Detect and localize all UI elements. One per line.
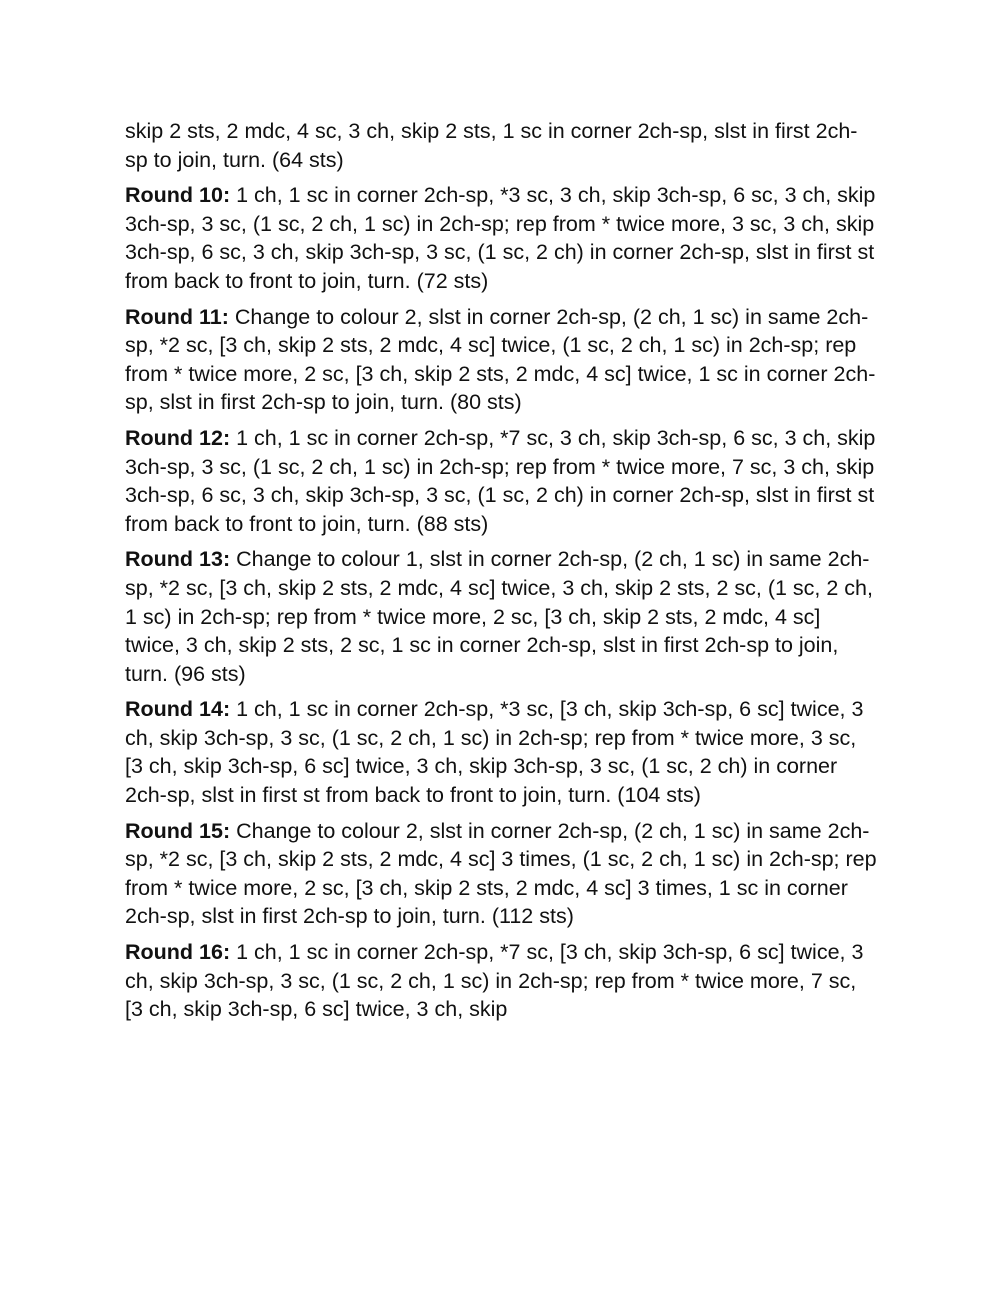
- round-15-label: Round 15:: [125, 818, 231, 843]
- round-16-paragraph: [125, 938, 877, 1024]
- round-11-label: Round 11:: [125, 304, 229, 329]
- round-15-paragraph: [125, 817, 877, 931]
- round-14-text: 1 ch, 1 sc in corner 2ch-sp, *3 sc, [3 ch, skip 3ch-sp, 6 sc] twice, 3 ch, skip 3ch-sp, 3 sc, (1 sc, 2 ch, 1 sc) in 2ch-sp; rep from * twice more, 3 sc, [3 ch, skip 3ch-sp, 6 sc] twice, 3 ch, skip 3ch-sp, 3 sc, (1 sc, 2 ch) in corner 2ch-sp, slst in first st from back to front to join, turn. (104 sts): [125, 697, 864, 808]
- round-14-paragraph: [125, 695, 877, 809]
- round-12-label: Round 12:: [125, 425, 231, 450]
- round-10-text: 1 ch, 1 sc in corner 2ch-sp, *3 sc, 3 ch, skip 3ch-sp, 6 sc, 3 ch, skip 3ch-sp, 3 sc, (1 sc, 2 ch, 1 sc) in 2ch-sp; rep from * twice more, 3 sc, 3 ch, skip 3ch-sp, 6 sc, 3 ch, skip 3ch-sp, 3 sc, (1 sc, 2 ch) in corner 2ch-sp, slst in first st from back to front to join, turn. (72 sts): [125, 183, 876, 293]
- round-11-paragraph: [125, 303, 877, 417]
- round-16-text: 1 ch, 1 sc in corner 2ch-sp, *7 sc, [3 ch, skip 3ch-sp, 6 sc] twice, 3 ch, skip 3ch-sp, 3 sc, (1 sc, 2 ch, 1 sc) in 2ch-sp; rep from * twice more, 7 sc, [3 ch, skip 3ch-sp, 6 sc] twice, 3 ch, skip: [125, 940, 864, 1022]
- continuation-paragraph: [125, 117, 877, 174]
- pattern-page: [125, 117, 877, 1031]
- round-12-text: 1 ch, 1 sc in corner 2ch-sp, *7 sc, 3 ch, skip 3ch-sp, 6 sc, 3 ch, skip 3ch-sp, 3 sc, (1 sc, 2 ch, 1 sc) in 2ch-sp; rep from * twice more, 7 sc, 3 ch, skip 3ch-sp, 6 sc, 3 ch, skip 3ch-sp, 3 sc, (1 sc, 2 ch) in corner 2ch-sp, slst in first st from back to front to join, turn. (88 sts): [125, 425, 876, 536]
- round-14-label: Round 14:: [125, 697, 231, 722]
- round-15-text: Change to colour 2, slst in corner 2ch-sp, (2 ch, 1 sc) in same 2ch-sp, *2 sc, [3 ch, skip 2 sts, 2 mdc, 4 sc] 3 times, (1 sc, 2 ch, 1 sc) in 2ch-sp; rep from * twice more, 2 sc, [3 ch, skip 2 sts, 2 mdc, 4 sc] 3 times, 1 sc in corner 2ch-sp, slst in first 2ch-sp to join, turn. (112 sts): [125, 818, 877, 929]
- round-13-label: Round 13:: [125, 547, 231, 572]
- round-10-label: Round 10:: [125, 183, 231, 208]
- round-16-label: Round 16:: [125, 940, 231, 965]
- continuation-text: skip 2 sts, 2 mdc, 4 sc, 3 ch, skip 2 sts, 1 sc in corner 2ch-sp, slst in first 2ch-sp to join, turn. (64 sts): [125, 119, 858, 172]
- round-13-text: Change to colour 1, slst in corner 2ch-sp, (2 ch, 1 sc) in same 2ch-sp, *2 sc, [3 ch, skip 2 sts, 2 mdc, 4 sc] twice, 3 ch, skip 2 sts, 2 sc, (1 sc, 2 ch, 1 sc) in 2ch-sp; rep from * twice more, 2 sc, [3 ch, skip 2 sts, 2 mdc, 4 sc] twice, 3 ch, skip 2 sts, 2 sc, 1 sc in corner 2ch-sp, slst in first 2ch-sp to join, turn. (96 sts): [125, 547, 873, 686]
- round-12-paragraph: [125, 424, 877, 538]
- round-13-paragraph: [125, 545, 877, 688]
- round-10-paragraph: [125, 181, 877, 295]
- round-11-text: Change to colour 2, slst in corner 2ch-sp, (2 ch, 1 sc) in same 2ch-sp, *2 sc, [3 ch, skip 2 sts, 2 mdc, 4 sc] twice, (1 sc, 2 ch, 1 sc) in 2ch-sp; rep from * twice more, 2 sc, [3 ch, skip 2 sts, 2 mdc, 4 sc] twice, 1 sc in corner 2ch-sp, slst in first 2ch-sp to join, turn. (80 sts): [125, 304, 876, 415]
